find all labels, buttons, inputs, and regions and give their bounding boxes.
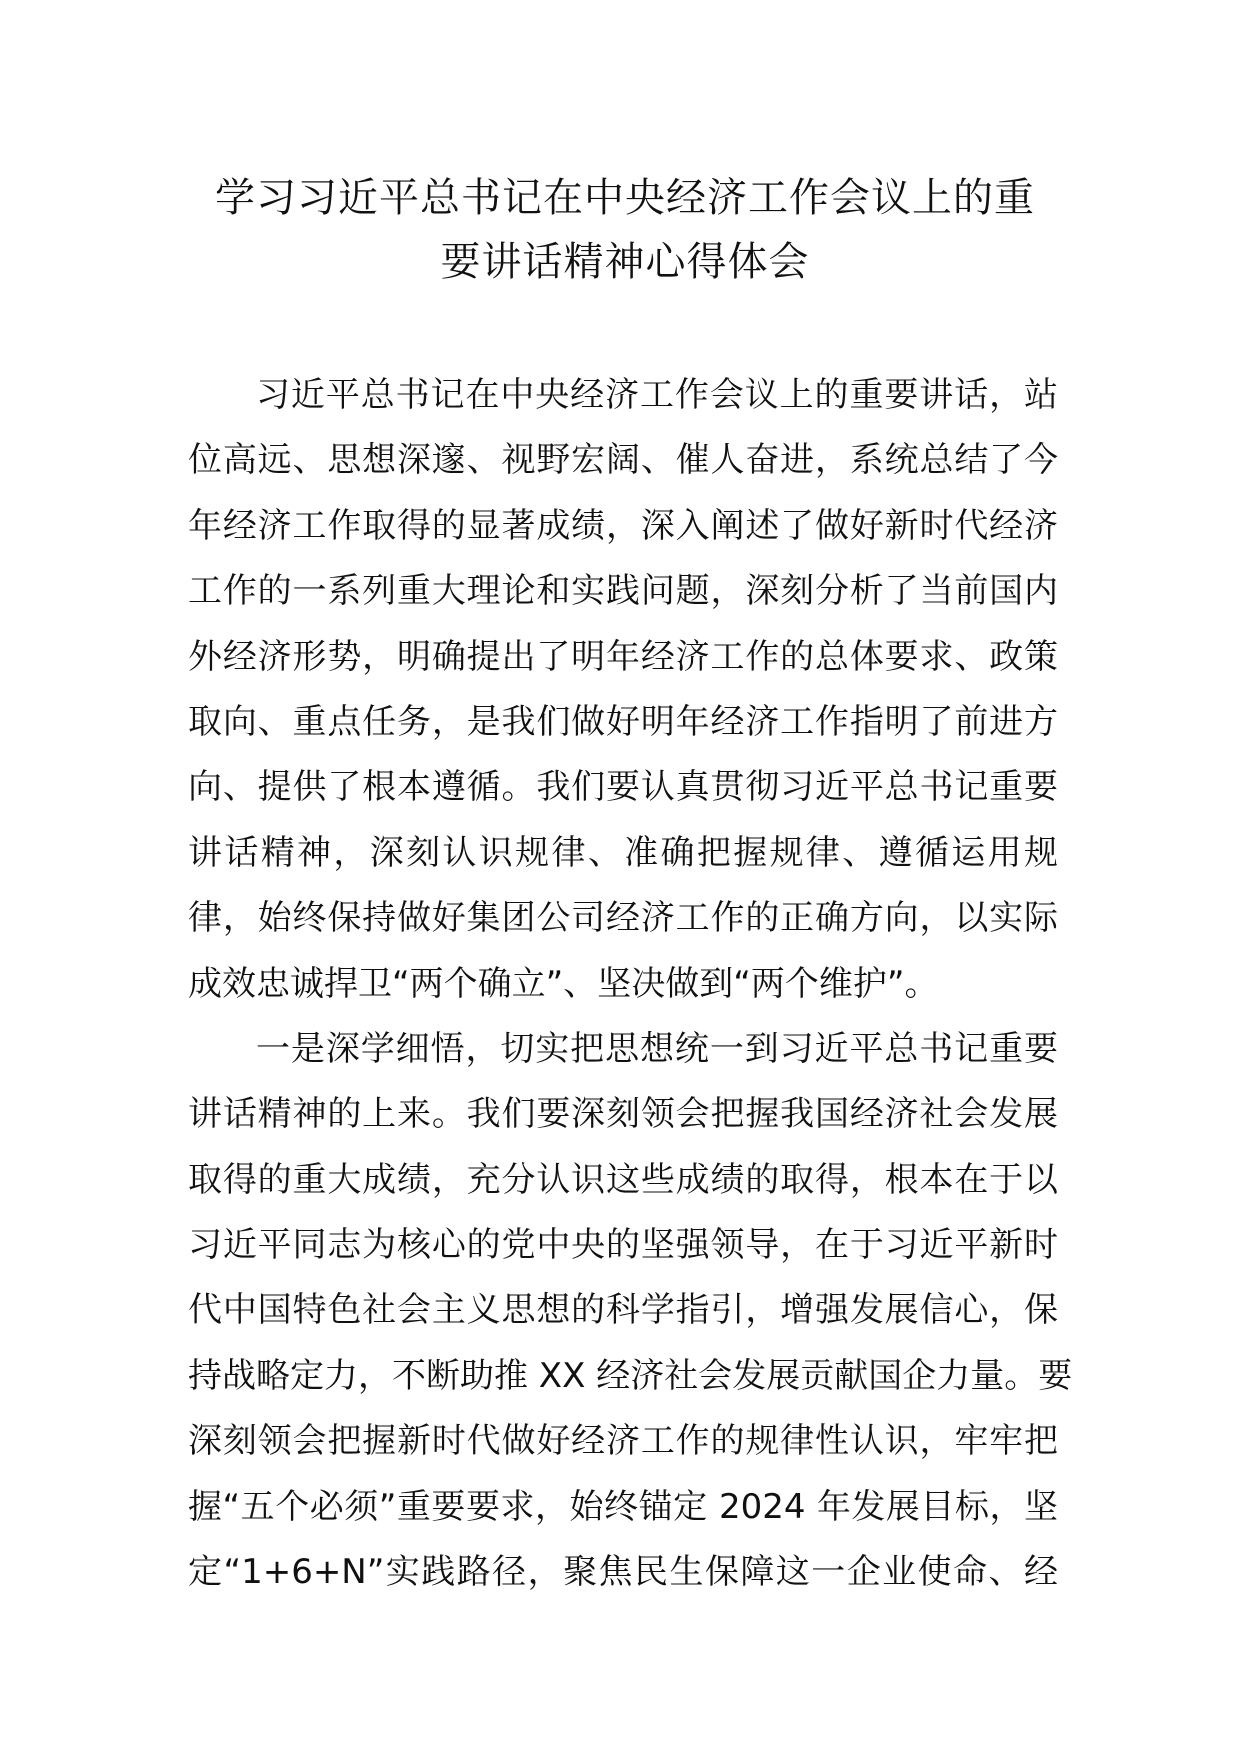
paragraph-2 [188, 1017, 1073, 1606]
document-body [188, 363, 1073, 1605]
paragraph-line: 定“1+6+N”实践路径，聚焦民生保障这一企业使命、经 [188, 1552, 1058, 1593]
paragraph-line: 取得的重大成绩，充分认识这些成绩的取得，根本在于以 [188, 1159, 1058, 1200]
paragraph-line: 代中国特色社会主义思想的科学指引，增强发展信心，保 [188, 1290, 1058, 1331]
paragraph-line: 习近平总书记在中央经济工作会议上的重要讲话，站 [256, 375, 1058, 415]
paragraph-line: 外经济形势，明确提出了明年经济工作的总体要求、政策 [188, 636, 1058, 677]
paragraph-line: 讲话精神，深刻认识规律、准确把握规律、遵循运用规 [188, 832, 1058, 873]
paragraph-1 [188, 363, 1058, 1017]
paragraph-line: 取向、重点任务，是我们做好明年经济工作指明了前进方 [188, 701, 1058, 742]
paragraph-line: 握“五个必须”重要要求，始终锚定 2024 年发展目标，坚 [188, 1486, 1058, 1527]
paragraph-line: 一是深学细悟，切实把思想统一到习近平总书记重要 [256, 1028, 1058, 1069]
document-title [200, 166, 1050, 294]
paragraph-line: 讲话精神的上来。我们要深刻领会把握我国经济社会发展 [188, 1094, 1058, 1135]
paragraph-line: 成效忠诚捍卫“两个确立”、坚决做到“两个维护”。 [188, 963, 939, 1004]
title-line-2: 要讲话精神心得体会 [440, 239, 810, 285]
paragraph-line: 工作的一系列重大理论和实践问题，深刻分析了当前国内 [188, 571, 1058, 612]
paragraph-line: 深刻领会把握新时代做好经济工作的规律性认识，牢牢把 [188, 1421, 1058, 1462]
paragraph-line: 持战略定力，不断助推 XX 经济社会发展贡献国企力量。要 [188, 1355, 1073, 1396]
title-line-1: 学习习近平总书记在中央经济工作会议上的重 [215, 175, 1035, 221]
paragraph-line: 年经济工作取得的显著成绩，深入阐述了做好新时代经济 [188, 505, 1058, 546]
paragraph-line: 律，始终保持做好集团公司经济工作的正确方向，以实际 [188, 898, 1058, 939]
paragraph-line: 位高远、思想深邃、视野宏阔、催人奋进，系统总结了今 [188, 440, 1058, 481]
paragraph-line: 习近平同志为核心的党中央的坚强领导，在于习近平新时 [188, 1225, 1058, 1266]
paragraph-line: 向、提供了根本遵循。我们要认真贯彻习近平总书记重要 [188, 767, 1058, 808]
